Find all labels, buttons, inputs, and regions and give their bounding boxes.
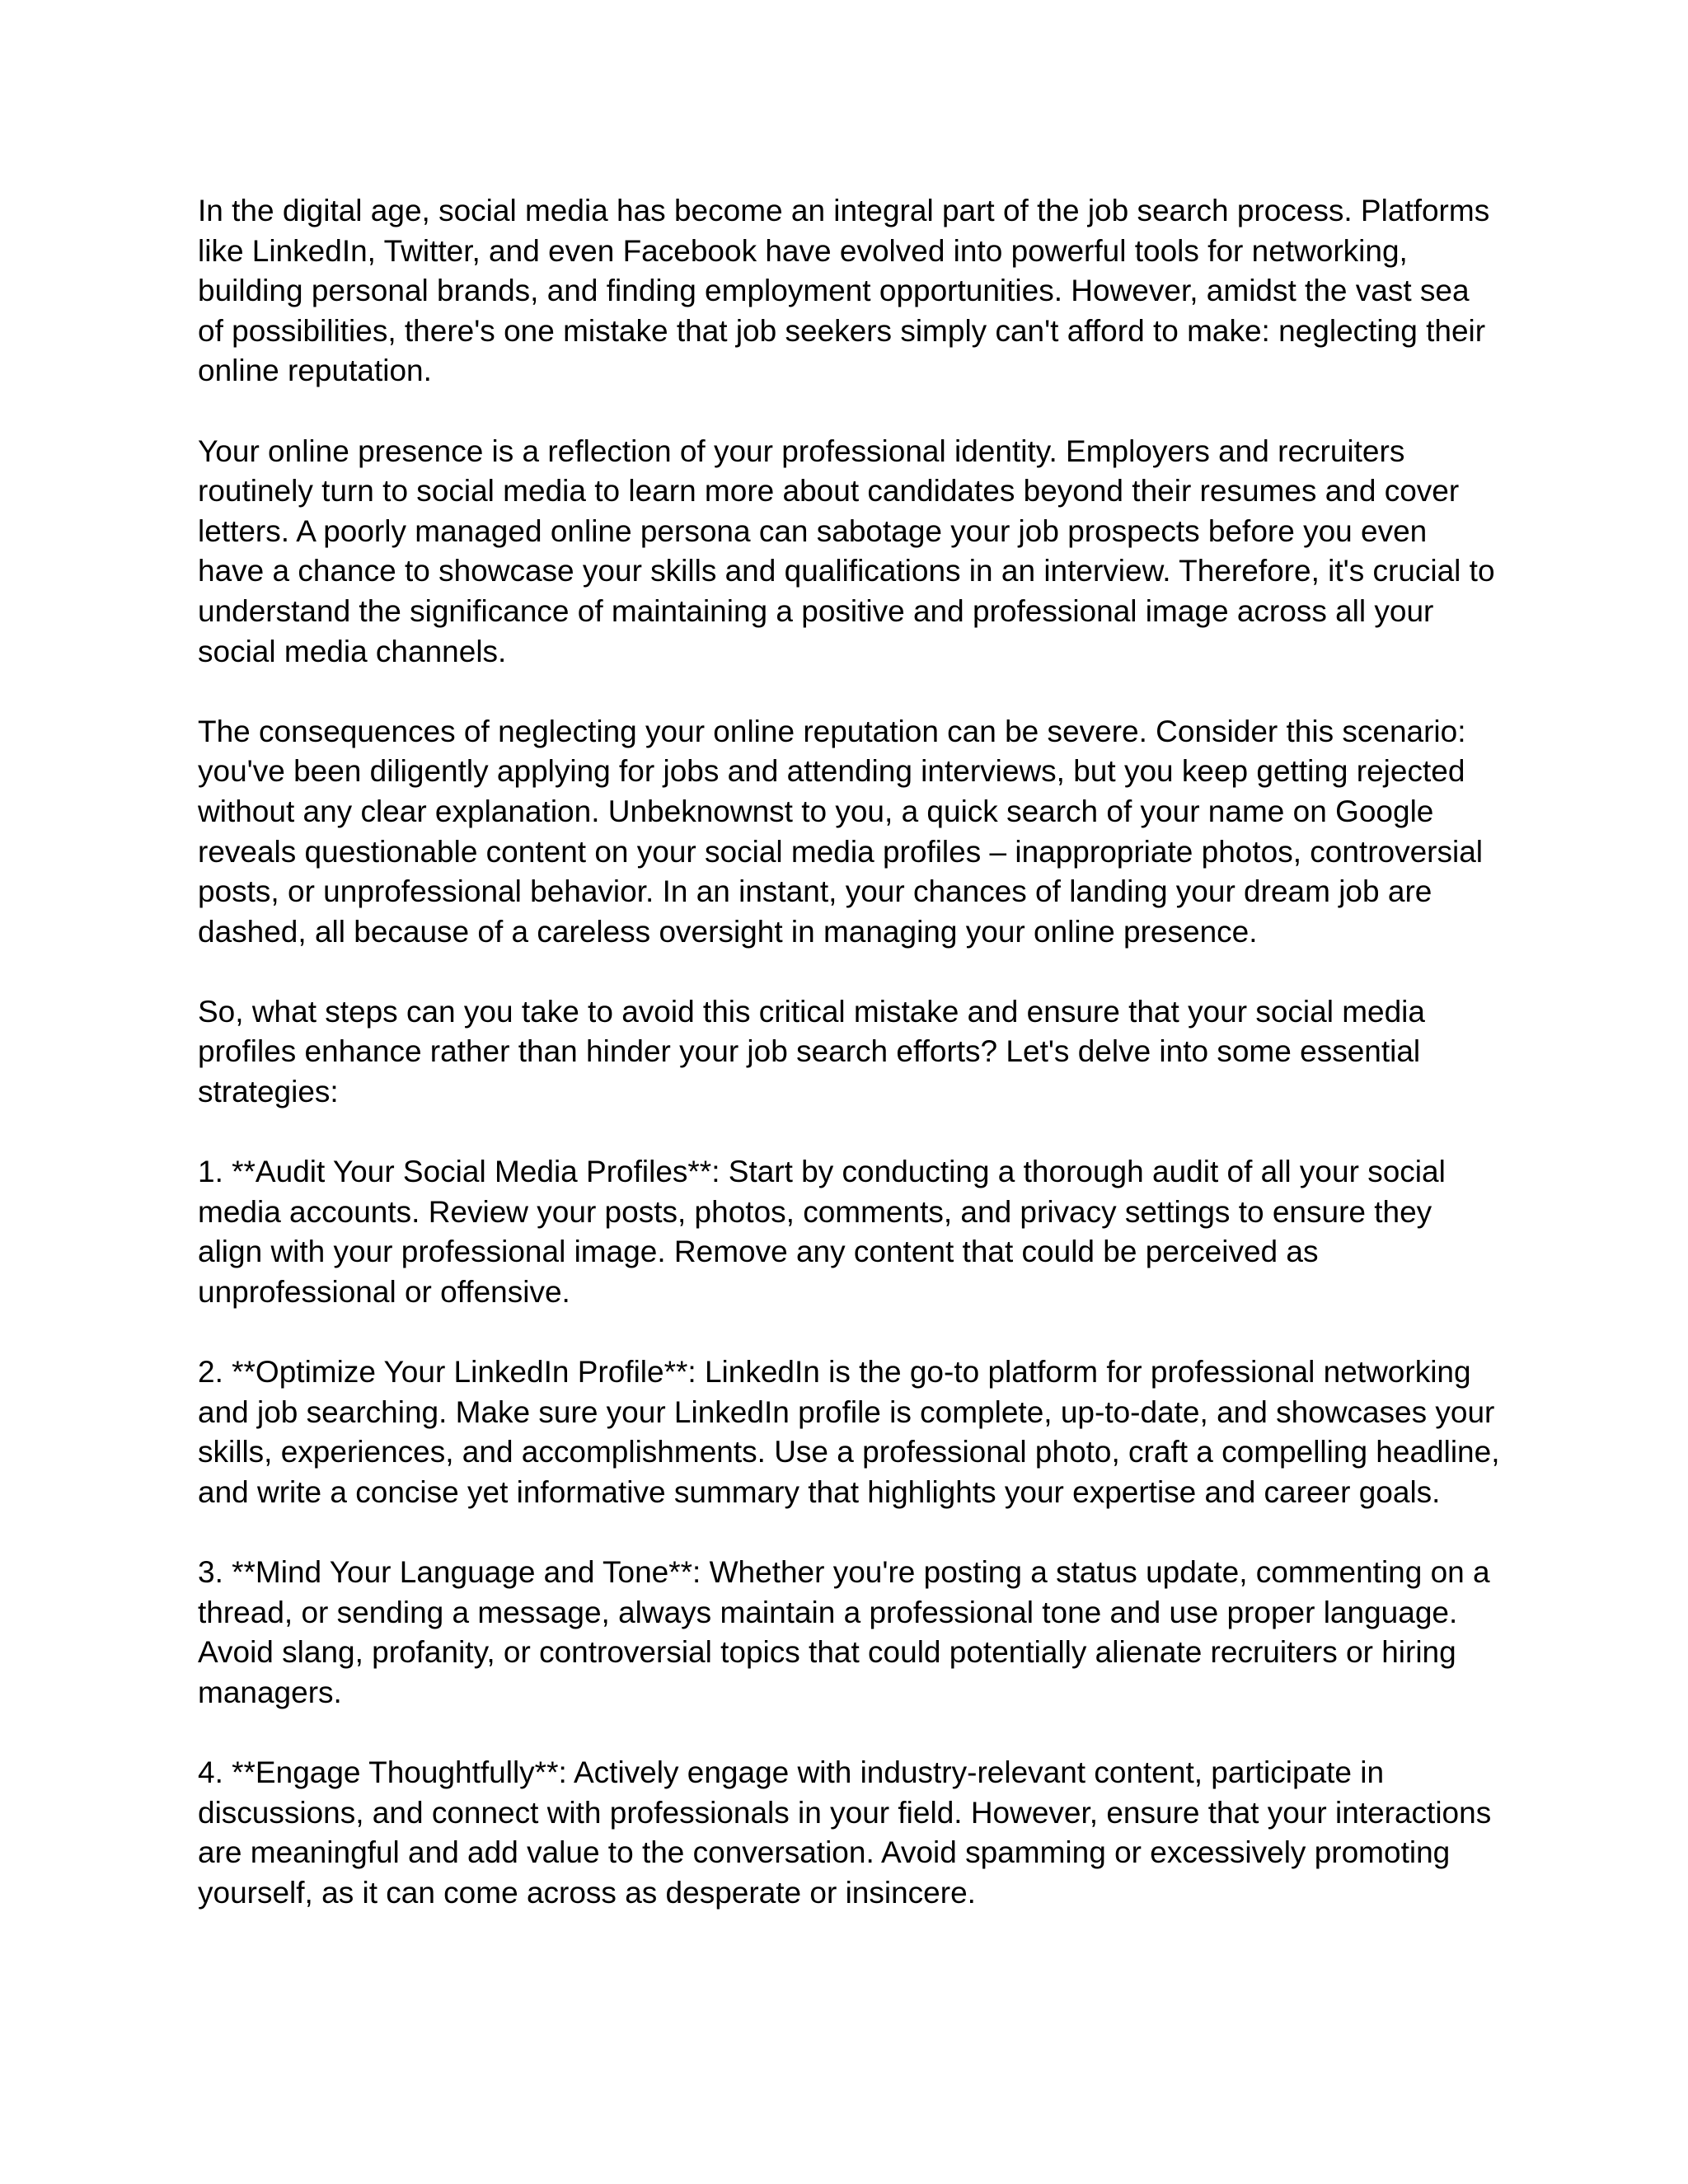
paragraph-consequences: The consequences of neglecting your online reputation can be severe. Consider this scenario: you've been diligently applying for jobs and attending interviews, but you keep getting rejected without any clear explanation. Unbeknownst to you, a quick search of your name on Google reveals questionable content on your social media profiles – inappropriate photos, controversial posts, or unprofessional behavior. In an instant, your chances of landing your dream job are dashed, all because of a careless oversight in managing your online presence.	[198, 714, 1484, 949]
list-item-engage-thoughtfully: 4. **Engage Thoughtfully**: Actively engage with industry-relevant content, participate in discussions, and connect with professionals in your field. However, ensure that your interactions are meaningful and add value to the conversation. Avoid spamming or excessively promoting yourself, as it can come across as desperate or insincere.	[198, 1755, 1492, 1910]
paragraph-online-presence: Your online presence is a reflection of your professional identity. Employers and recruiters routinely turn to social media to learn more about candidates beyond their resumes and cover letters. A poorly managed online persona can sabotage your job prospects before you even have a chance to showcase your skills and qualifications in an interview. Therefore, it's crucial to understand the significance of maintaining a positive and professional image across all your social media channels.	[198, 434, 1495, 668]
document-body	[198, 191, 1500, 1914]
paragraph-steps-intro: So, what steps can you take to avoid this critical mistake and ensure that your social media profiles enhance rather than hinder your job search efforts? Let's delve into some essential strategies:	[198, 994, 1425, 1109]
list-item-language-tone: 3. **Mind Your Language and Tone**: Whether you're posting a status update, commenting on a thread, or sending a message, always maintain a professional tone and use proper language. Avoid slang, profanity, or controversial topics that could potentially alienate recruiters or hiring managers.	[198, 1555, 1490, 1709]
paragraph-intro: In the digital age, social media has become an integral part of the job search process. Platforms like LinkedIn, Twitter, and even Facebook have evolved into powerful tools for networking, building personal brands, and finding employment opportunities. However, amidst the vast sea of possibilities, there's one mistake that job seekers simply can't afford to make: neglecting their online reputation.	[198, 194, 1490, 388]
list-item-optimize-linkedin: 2. **Optimize Your LinkedIn Profile**: LinkedIn is the go-to platform for professional networking and job searching. Make sure your LinkedIn profile is complete, up-to-date, and showcases your skills, experiences, and accomplishments. Use a professional photo, craft a compelling headline, and write a concise yet informative summary that highlights your expertise and career goals.	[198, 1355, 1500, 1509]
list-item-audit-profiles: 1. **Audit Your Social Media Profiles**: Start by conducting a thorough audit of all your social media accounts. Review your posts, photos, comments, and privacy settings to ensure they align with your professional image. Remove any content that could be perceived as unprofessional or offensive.	[198, 1155, 1446, 1310]
